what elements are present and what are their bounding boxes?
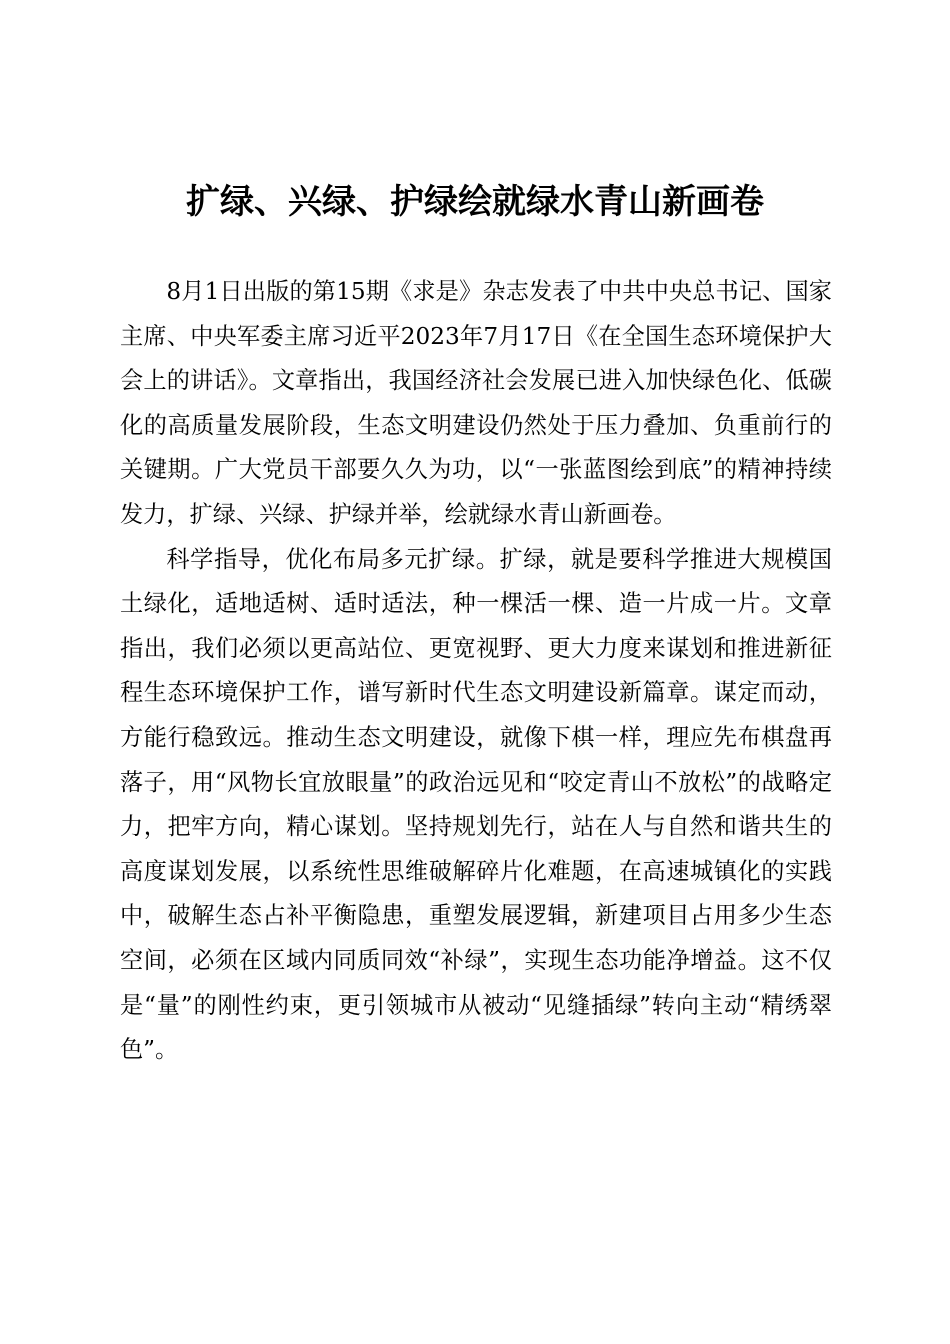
paragraph-intro: 8月1日出版的第15期《求是》杂志发表了中共中央总书记、国家主席、中央军委主席习近平2023年7月17日《在全国生态环境保护大会上的讲话》。文章指出，我国经济社会发展已进入加快绿色化、低碳化的高质量发展阶段，生态文明建设仍然处于压力叠加、负重前行的关键期。广大党员干部要久久为功，以“一张蓝图绘到底”的精神持续发力，扩绿、兴绿、护绿并举，绘就绿水青山新画卷。 [120, 278, 832, 528]
document-body [120, 270, 832, 1073]
paragraph-expand-green: 科学指导，优化布局多元扩绿。扩绿，就是要科学推进大规模国土绿化，适地适树、适时适法，种一棵活一棵、造一片成一片。文章指出，我们必须以更高站位、更宽视野、更大力度来谋划和推进新征程生态环境保护工作，谱写新时代生态文明建设新篇章。谋定而动，方能行稳致远。推动生态文明建设，就像下棋一样，理应先布棋盘再落子，用“风物长宜放眼量”的政治远见和“咬定青山不放松”的战略定力，把牢方向，精心谋划。坚持规划先行，站在人与自然和谐共生的高度谋划发展，以系统性思维破解碎片化难题，在高速城镇化的实践中，破解生态占补平衡隐患，重塑发展逻辑，新建项目占用多少生态空间，必须在区域内同质同效“补绿”，实现生态功能净增益。这不仅是“量”的刚性约束，更引领城市从被动“见缝插绿”转向主动“精绣翠色”。 [120, 545, 832, 1064]
document-title: 扩绿、兴绿、护绿绘就绿水青山新画卷 [186, 182, 764, 222]
